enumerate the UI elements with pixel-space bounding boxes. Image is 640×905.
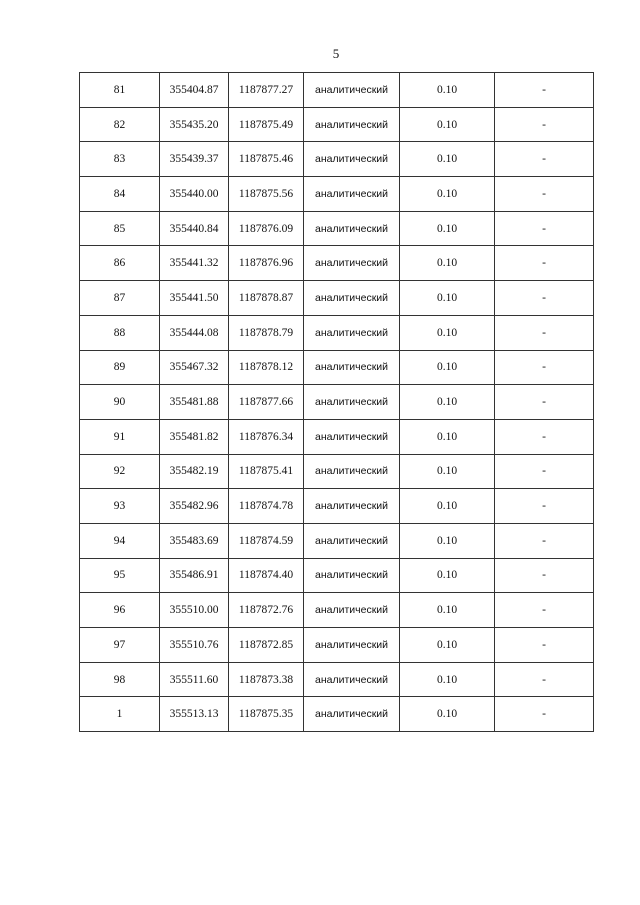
table-row bbox=[80, 558, 594, 593]
cell-accuracy: 0.10 bbox=[400, 107, 495, 142]
cell-point-number: 96 bbox=[80, 593, 160, 628]
cell-method: аналитический bbox=[304, 350, 400, 385]
cell-method: аналитический bbox=[304, 628, 400, 663]
cell-accuracy: 0.10 bbox=[400, 177, 495, 212]
cell-note: - bbox=[495, 628, 594, 663]
cell-coordinate-y: 1187874.78 bbox=[229, 489, 304, 524]
cell-coordinate-y: 1187875.35 bbox=[229, 697, 304, 732]
cell-accuracy: 0.10 bbox=[400, 523, 495, 558]
cell-accuracy: 0.10 bbox=[400, 489, 495, 524]
coordinates-table bbox=[79, 72, 594, 732]
cell-point-number: 82 bbox=[80, 107, 160, 142]
cell-point-number: 95 bbox=[80, 558, 160, 593]
cell-coordinate-x: 355510.00 bbox=[160, 593, 229, 628]
table-row bbox=[80, 454, 594, 489]
cell-coordinate-x: 355510.76 bbox=[160, 628, 229, 663]
cell-point-number: 1 bbox=[80, 697, 160, 732]
cell-coordinate-y: 1187878.12 bbox=[229, 350, 304, 385]
cell-coordinate-y: 1187875.56 bbox=[229, 177, 304, 212]
cell-point-number: 84 bbox=[80, 177, 160, 212]
table-row bbox=[80, 662, 594, 697]
cell-coordinate-y: 1187872.76 bbox=[229, 593, 304, 628]
cell-note: - bbox=[495, 385, 594, 420]
cell-accuracy: 0.10 bbox=[400, 350, 495, 385]
cell-note: - bbox=[495, 73, 594, 108]
table-row bbox=[80, 628, 594, 663]
page-number: 5 bbox=[332, 46, 340, 61]
cell-note: - bbox=[495, 142, 594, 177]
coordinates-table-body bbox=[80, 73, 594, 732]
cell-method: аналитический bbox=[304, 454, 400, 489]
cell-accuracy: 0.10 bbox=[400, 315, 495, 350]
table-row bbox=[80, 142, 594, 177]
cell-accuracy: 0.10 bbox=[400, 697, 495, 732]
cell-point-number: 90 bbox=[80, 385, 160, 420]
cell-coordinate-x: 355435.20 bbox=[160, 107, 229, 142]
cell-accuracy: 0.10 bbox=[400, 593, 495, 628]
cell-coordinate-x: 355440.00 bbox=[160, 177, 229, 212]
cell-accuracy: 0.10 bbox=[400, 558, 495, 593]
cell-method: аналитический bbox=[304, 523, 400, 558]
cell-coordinate-x: 355481.88 bbox=[160, 385, 229, 420]
cell-point-number: 81 bbox=[80, 73, 160, 108]
cell-note: - bbox=[495, 350, 594, 385]
cell-coordinate-y: 1187872.85 bbox=[229, 628, 304, 663]
cell-coordinate-y: 1187873.38 bbox=[229, 662, 304, 697]
table-row bbox=[80, 211, 594, 246]
table-row bbox=[80, 523, 594, 558]
cell-accuracy: 0.10 bbox=[400, 73, 495, 108]
cell-point-number: 89 bbox=[80, 350, 160, 385]
cell-point-number: 92 bbox=[80, 454, 160, 489]
cell-accuracy: 0.10 bbox=[400, 454, 495, 489]
cell-note: - bbox=[495, 558, 594, 593]
cell-method: аналитический bbox=[304, 593, 400, 628]
table-row bbox=[80, 419, 594, 454]
cell-coordinate-y: 1187876.34 bbox=[229, 419, 304, 454]
cell-point-number: 88 bbox=[80, 315, 160, 350]
cell-accuracy: 0.10 bbox=[400, 419, 495, 454]
cell-method: аналитический bbox=[304, 73, 400, 108]
cell-method: аналитический bbox=[304, 419, 400, 454]
cell-coordinate-x: 355439.37 bbox=[160, 142, 229, 177]
cell-note: - bbox=[495, 315, 594, 350]
cell-coordinate-y: 1187877.27 bbox=[229, 73, 304, 108]
cell-method: аналитический bbox=[304, 211, 400, 246]
cell-coordinate-x: 355483.69 bbox=[160, 523, 229, 558]
cell-coordinate-x: 355513.13 bbox=[160, 697, 229, 732]
cell-accuracy: 0.10 bbox=[400, 385, 495, 420]
cell-point-number: 91 bbox=[80, 419, 160, 454]
table-row bbox=[80, 489, 594, 524]
cell-coordinate-y: 1187878.87 bbox=[229, 281, 304, 316]
cell-coordinate-x: 355441.50 bbox=[160, 281, 229, 316]
cell-note: - bbox=[495, 281, 594, 316]
cell-coordinate-y: 1187876.09 bbox=[229, 211, 304, 246]
cell-accuracy: 0.10 bbox=[400, 281, 495, 316]
cell-coordinate-x: 355444.08 bbox=[160, 315, 229, 350]
cell-coordinate-x: 355467.32 bbox=[160, 350, 229, 385]
cell-method: аналитический bbox=[304, 315, 400, 350]
cell-coordinate-x: 355482.19 bbox=[160, 454, 229, 489]
cell-note: - bbox=[495, 523, 594, 558]
cell-note: - bbox=[495, 489, 594, 524]
cell-note: - bbox=[495, 593, 594, 628]
cell-note: - bbox=[495, 454, 594, 489]
cell-point-number: 94 bbox=[80, 523, 160, 558]
table-row bbox=[80, 593, 594, 628]
cell-note: - bbox=[495, 177, 594, 212]
cell-point-number: 83 bbox=[80, 142, 160, 177]
cell-method: аналитический bbox=[304, 246, 400, 281]
cell-method: аналитический bbox=[304, 558, 400, 593]
table-row bbox=[80, 315, 594, 350]
cell-note: - bbox=[495, 246, 594, 281]
cell-note: - bbox=[495, 697, 594, 732]
table-row bbox=[80, 281, 594, 316]
cell-note: - bbox=[495, 419, 594, 454]
cell-coordinate-x: 355482.96 bbox=[160, 489, 229, 524]
cell-method: аналитический bbox=[304, 142, 400, 177]
cell-method: аналитический bbox=[304, 662, 400, 697]
cell-point-number: 93 bbox=[80, 489, 160, 524]
table-row bbox=[80, 697, 594, 732]
table-row bbox=[80, 73, 594, 108]
cell-coordinate-x: 355404.87 bbox=[160, 73, 229, 108]
table-row bbox=[80, 385, 594, 420]
cell-coordinate-x: 355441.32 bbox=[160, 246, 229, 281]
cell-accuracy: 0.10 bbox=[400, 628, 495, 663]
cell-coordinate-y: 1187874.59 bbox=[229, 523, 304, 558]
cell-accuracy: 0.10 bbox=[400, 246, 495, 281]
cell-method: аналитический bbox=[304, 385, 400, 420]
cell-note: - bbox=[495, 662, 594, 697]
cell-coordinate-x: 355486.91 bbox=[160, 558, 229, 593]
cell-coordinate-y: 1187875.46 bbox=[229, 142, 304, 177]
table-row bbox=[80, 350, 594, 385]
cell-method: аналитический bbox=[304, 697, 400, 732]
cell-coordinate-y: 1187878.79 bbox=[229, 315, 304, 350]
cell-coordinate-y: 1187876.96 bbox=[229, 246, 304, 281]
cell-accuracy: 0.10 bbox=[400, 211, 495, 246]
cell-point-number: 87 bbox=[80, 281, 160, 316]
cell-coordinate-y: 1187875.41 bbox=[229, 454, 304, 489]
cell-point-number: 98 bbox=[80, 662, 160, 697]
table-row bbox=[80, 246, 594, 281]
table-row bbox=[80, 107, 594, 142]
cell-coordinate-x: 355481.82 bbox=[160, 419, 229, 454]
cell-method: аналитический bbox=[304, 281, 400, 316]
cell-coordinate-y: 1187877.66 bbox=[229, 385, 304, 420]
cell-point-number: 86 bbox=[80, 246, 160, 281]
cell-note: - bbox=[495, 211, 594, 246]
cell-point-number: 97 bbox=[80, 628, 160, 663]
cell-coordinate-x: 355511.60 bbox=[160, 662, 229, 697]
cell-point-number: 85 bbox=[80, 211, 160, 246]
cell-coordinate-y: 1187874.40 bbox=[229, 558, 304, 593]
cell-method: аналитический bbox=[304, 107, 400, 142]
cell-note: - bbox=[495, 107, 594, 142]
cell-coordinate-y: 1187875.49 bbox=[229, 107, 304, 142]
cell-accuracy: 0.10 bbox=[400, 662, 495, 697]
table-row bbox=[80, 177, 594, 212]
cell-method: аналитический bbox=[304, 489, 400, 524]
cell-method: аналитический bbox=[304, 177, 400, 212]
cell-coordinate-x: 355440.84 bbox=[160, 211, 229, 246]
cell-accuracy: 0.10 bbox=[400, 142, 495, 177]
